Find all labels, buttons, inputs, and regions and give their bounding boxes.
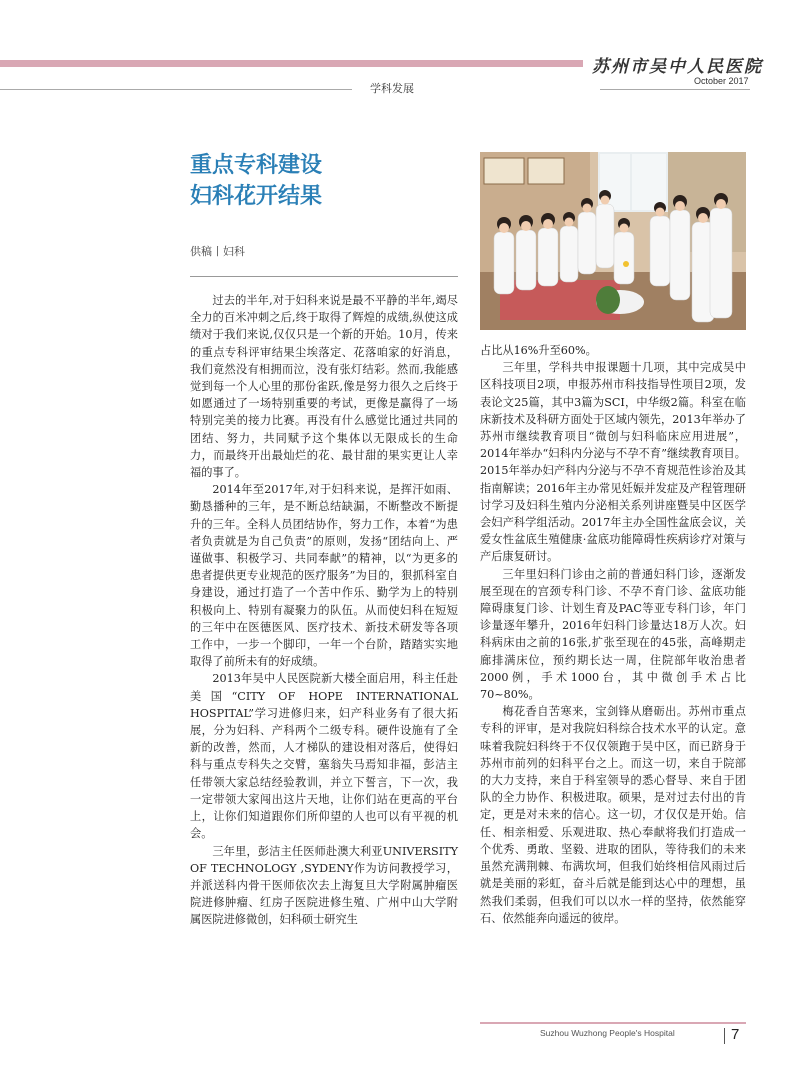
article-column-left bbox=[190, 292, 458, 929]
section-label: 学科发展 bbox=[370, 82, 414, 95]
article-title-line-1: 重点专科建设 bbox=[190, 153, 323, 178]
paragraph: 过去的半年,对于妇科来说是最不平静的半年,竭尽全力的百米冲刺之后,终于取得了辉煌的成绩,纵使这成绩对于我们来说,仅仅只是一个新的开始。10月，传来的重点专科评审结果尘埃落定、花落咱家的好消息，我们竟然没有相拥而泣，没有张灯结彩。然而,我能感觉到每一个人心里的那份雀跃,像是努力很久之后终于如愿通过了一场特别重要的考试，更像是赢得了一场特别完美的接力比赛。再没有什么感觉比通过共同的团结、努力，共同赋予这个集体以无限成长的生命力，而最终开出最灿烂的花、最甘甜的果实更让人幸福的事了。 bbox=[190, 294, 458, 480]
article-byline: 供稿丨妇科 bbox=[190, 245, 245, 258]
paragraph: 2014年至2017年,对于妇科来说，是挥汗如雨、勤恳播种的三年，是不断总结缺漏，不断整改不断提升的三年。全科人员团结协作，努力工作，本着“为患者负责就是为自己负责”的原则，发扬“团结向上、严谨做事、积极学习、共同奉献”的精神，以“为更多的患者提供更专业规范的医疗服务”为目的，狠抓科室自身建设，通过打造了一个苦中作乐、勤学为上的特别积极向上、特别有凝聚力的队伍。从而使妇科在短短的三年中在医德医风、医疗技术、新技术研发等各项工作中，一步一个脚印，一年一个台阶，踏踏实实地取得了前所未有的好成绩。 bbox=[190, 483, 458, 669]
paragraph: 2013年吴中人民医院新大楼全面启用，科主任赴美国“CITY OF HOPE INTERNATIONAL HOSPITAL”学习进修归来，妇产科业务有了很大拓展，分为妇科、产科两个二级专科。硬件设施有了全新的改善，然而，人才梯队的建设相对落后，使得妇科与重点专科失之交臂，塞翁失马焉知非福，彭洁主任带领大家总结经验教训，并立下誓言，下一次，我一定带领大家闯出这片天地，让你们站在更高的平台上，让你们知道跟你们所仰望的人也可以有平视的机会。 bbox=[190, 672, 458, 841]
hospital-name: 苏州市吴中人民医院 bbox=[592, 57, 763, 77]
paragraph: 三年里，学科共申报课题十几项，其中完成吴中区科技项目2项，申报苏州市科技指导性项目2项，发表论文25篇，其中3篇为SCI，中华级2篇。科室在临床新技术及科研方面处于区域内领先，2013年举办了苏州市继续教育项目“微创与妇科临床应用进展”，2014年举办“妇科内分泌与不孕不育”继续教育项目。2015年举办妇产科内分泌与不孕不育规范性诊治及其指南解读；2016年主办常见妊娠并发症及产程管理研讨学习及妇科生殖内分泌相关系列讲座暨吴中区医学会妇产科学组活动。2017年主办全国性盆底会议，关爱女性盆底生殖健康·盆底功能障碍性疾病诊疗对策与产后康复研讨。 bbox=[480, 361, 746, 564]
staff-group-photo bbox=[480, 152, 746, 330]
paragraph: 占比从16%升至60%。 bbox=[480, 344, 597, 357]
page-number-separator bbox=[724, 1028, 725, 1044]
header-divider-right bbox=[600, 89, 750, 90]
header-accent-bar bbox=[0, 60, 583, 67]
header-divider-left bbox=[0, 89, 352, 90]
article-column-right bbox=[480, 342, 746, 927]
paragraph: 三年里妇科门诊由之前的普通妇科门诊，逐渐发展至现在的宫颈专科门诊、不孕不育门诊、盆底功能障碍康复门诊、计划生育及PAC等亚专科门诊，年门诊量逐年攀升，2016年妇科门诊量达18万人次。妇科病床由之前的16张,扩张至现在的45张，高峰期走廊排满床位，预约期长达一周，住院部年收治患者2000例，手术1000台，其中微创手术占比70~80%。 bbox=[480, 567, 746, 702]
page-number: 7 bbox=[731, 1026, 740, 1043]
article-title-line-2: 妇科花开结果 bbox=[190, 184, 323, 209]
paragraph: 梅花香自苦寒来，宝剑锋从磨砺出。苏州市重点专科的评审，是对我院妇科综合技术水平的认定。意味着我院妇科终于不仅仅领跑于吴中区，而已跻身于苏州市前列的妇科平台之上。而这一切，来自于院部的大力支持，来自于科室领导的悉心督导、来自于团队的全力协作、积极进取。硕果，是对过去付出的肯定，更是对未来的信心。这一切，才仅仅是开始。信任、相亲相爱、乐观进取、热心奉献将我们打造成一个优秀、勇敢、坚毅、进取的团队，等待我们的未来虽然充满荆棘、布满坎坷，但我们始终相信风雨过后就是美丽的彩虹，奋斗后就是能到达心中的理想，虽然我们柔弱，但我们可以以水一样的坚持，依然能穿石、依然能奔向遥远的彼岸。 bbox=[480, 705, 746, 925]
issue-date: October 2017 bbox=[694, 76, 749, 86]
footer-hospital-name: Suzhou Wuzhong People's Hospital bbox=[540, 1028, 675, 1038]
paragraph: 三年里，彭洁主任医师赴澳大利亚UNIVERSITY OF TECHNOLOGY ,SYDENY作为访问教授学习，并派送科内骨干医师依次去上海复旦大学附属肿瘤医院进修肿瘤、红房子医院进修生殖、广州中山大学附属医院进修微创，妇科硕士研究生 bbox=[190, 844, 458, 927]
byline-divider bbox=[190, 276, 458, 277]
footer-divider bbox=[480, 1022, 746, 1024]
article-title bbox=[190, 150, 322, 212]
